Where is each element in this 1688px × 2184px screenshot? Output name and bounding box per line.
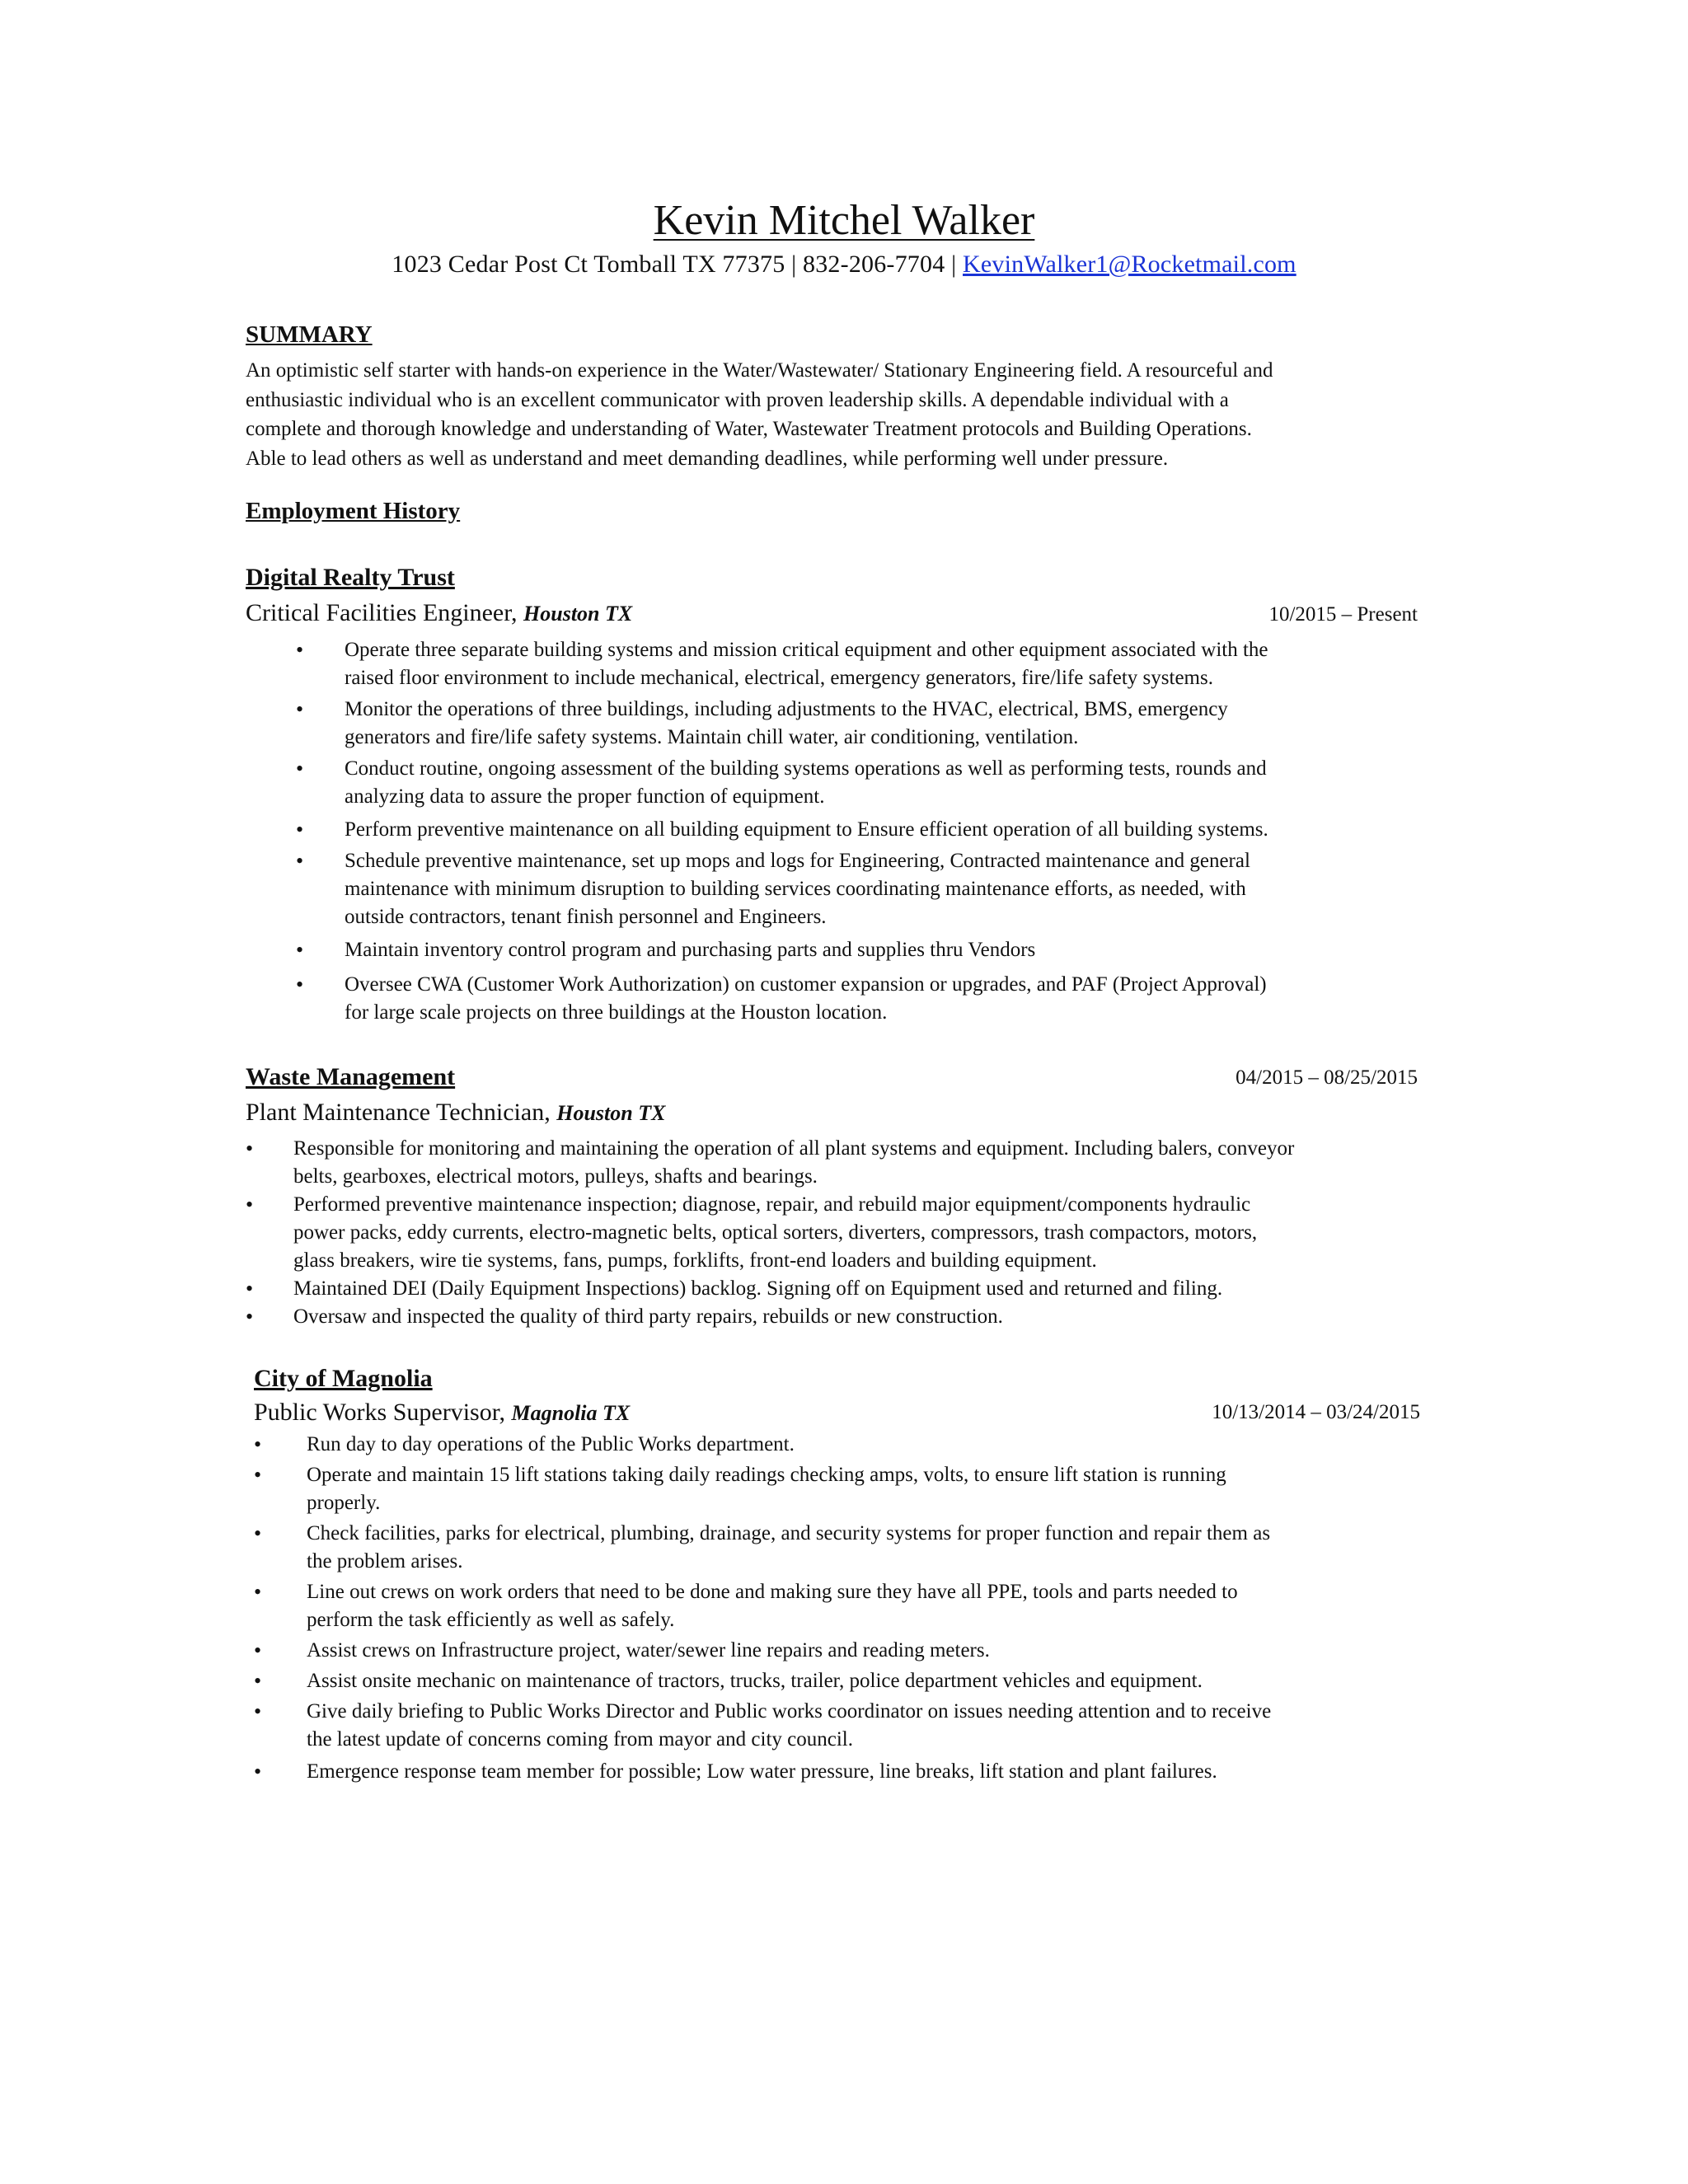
job-bullet-line: Schedule preventive maintenance, set up mops and logs for Engineering, Contracted maintenance and general — [345, 850, 1250, 872]
job-bullet-line: properly. — [307, 1492, 381, 1514]
job-bullet-line: generators and fire/life safety systems. Maintain chill water, air conditioning, ventilation. — [345, 726, 1079, 748]
job-bullet-list — [297, 636, 1268, 1027]
bullet-icon: • — [296, 938, 304, 962]
job-dates: 04/2015 – 08/25/2015 — [1236, 1066, 1418, 1089]
job-bullet-item — [254, 1578, 1271, 1634]
summary-line: Able to lead others as well as understand and meet demanding deadlines, while performing well under pressure. — [246, 447, 1169, 470]
job-title: Public Works Supervisor, — [254, 1399, 512, 1426]
employment-heading: Employment History — [246, 498, 461, 524]
company-name: Digital Realty Trust — [246, 564, 455, 591]
job-bullet-item — [254, 1758, 1271, 1786]
job-bullet-item — [297, 636, 1268, 692]
job-bullet-item — [246, 1275, 1294, 1303]
job-bullet-item — [254, 1698, 1271, 1754]
job-bullet-line: outside contractors, tenant finish personnel and Engineers. — [345, 906, 827, 928]
bullet-icon: • — [296, 818, 304, 841]
job-bullet-line: glass breakers, wire tie systems, fans, pumps, forklifts, front-end loaders and building equipment. — [293, 1249, 1097, 1272]
job-bullet-text — [297, 936, 1268, 964]
bullet-icon: • — [246, 1193, 254, 1216]
bullet-icon: • — [254, 1669, 262, 1693]
bullet-icon: • — [254, 1580, 262, 1604]
summary-line: An optimistic self starter with hands-on experience in the Water/Wastewater/ Stationary Engineering field. A resourceful and — [246, 359, 1273, 382]
job-bullet-line: Line out crews on work orders that need to be done and making sure they have all PPE, tools and parts needed to — [307, 1581, 1238, 1603]
job-bullet-line: maintenance with minimum disruption to building services coordinating maintenance efforts, as needed, with — [345, 878, 1246, 900]
job-bullet-item — [297, 936, 1268, 964]
job-bullet-line: Responsible for monitoring and maintaining the operation of all plant systems and equipment. Including balers, conveyor — [293, 1137, 1295, 1160]
job-bullet-text — [246, 1303, 1294, 1331]
job-dates: 10/13/2014 – 03/24/2015 — [1212, 1401, 1420, 1423]
bullet-icon: • — [254, 1699, 262, 1723]
bullet-icon: • — [254, 1521, 262, 1545]
job-bullet-item — [297, 696, 1268, 752]
bullet-icon: • — [246, 1277, 254, 1301]
bullet-icon: • — [296, 697, 304, 721]
job-bullet-line: Perform preventive maintenance on all building equipment to Ensure efficient operation of all building systems. — [345, 818, 1268, 841]
job-bullet-text — [297, 847, 1268, 931]
candidate-name: Kevin Mitchel Walker — [653, 197, 1035, 244]
company-name: Waste Management — [246, 1063, 456, 1090]
job-bullet-text — [297, 696, 1268, 752]
job-bullet-text — [246, 1135, 1294, 1191]
job-bullet-line: Operate and maintain 15 lift stations taking daily readings checking amps, volts, to ensure lift station is running — [307, 1464, 1226, 1486]
job-bullet-line: Give daily briefing to Public Works Director and Public works coordinator on issues needing attention and to receive — [307, 1700, 1272, 1722]
job-bullet-text — [246, 1191, 1294, 1275]
job-bullet-line: Assist onsite mechanic on maintenance of tractors, trucks, trailer, police department vehicles and equipment. — [307, 1670, 1203, 1692]
job-location: Magnolia TX — [511, 1401, 631, 1425]
bullet-icon: • — [246, 1305, 254, 1329]
bullet-icon: • — [296, 849, 304, 873]
job-bullet-line: Run day to day operations of the Public Works department. — [307, 1433, 795, 1455]
job-bullet-text — [246, 1275, 1294, 1303]
bullet-icon: • — [254, 1463, 262, 1487]
job-bullet-text — [297, 971, 1268, 1027]
job-bullet-line: analyzing data to assure the proper function of equipment. — [345, 785, 825, 808]
job-bullet-item — [246, 1135, 1294, 1191]
job-bullet-item — [246, 1303, 1294, 1331]
job-bullet-item — [246, 1191, 1294, 1275]
bullet-icon: • — [254, 1432, 262, 1456]
job-bullet-item — [254, 1461, 1271, 1517]
summary-text — [246, 356, 1432, 473]
job-role-line — [254, 1399, 630, 1427]
bullet-icon: • — [296, 972, 304, 996]
job-bullet-line: the latest update of concerns coming from mayor and city council. — [307, 1728, 853, 1750]
job-bullet-list — [246, 1135, 1294, 1331]
job-bullet-text — [297, 636, 1268, 692]
job-bullet-line: raised floor environment to include mechanical, electrical, emergency generators, fire/life safety systems. — [345, 667, 1213, 689]
contact-address-phone: 1023 Cedar Post Ct Tomball TX 77375 | 832-206-7704 | — [392, 251, 964, 278]
job-bullet-line: Operate three separate building systems and mission critical equipment and other equipment associated with the — [345, 639, 1268, 661]
job-bullet-line: belts, gearboxes, electrical motors, pulleys, shafts and bearings. — [293, 1165, 818, 1188]
job-bullet-text — [254, 1431, 1271, 1459]
job-bullet-item — [254, 1431, 1271, 1459]
job-role-line — [246, 599, 632, 627]
job-title: Critical Facilities Engineer, — [246, 599, 524, 626]
job-bullet-item — [254, 1667, 1271, 1695]
summary-heading: SUMMARY — [246, 321, 373, 348]
job-bullet-line: Check facilities, parks for electrical, plumbing, drainage, and security systems for proper function and repair them as — [307, 1522, 1271, 1544]
job-bullet-line: Oversaw and inspected the quality of third party repairs, rebuilds or new construction. — [293, 1305, 1003, 1328]
job-bullet-item — [297, 816, 1268, 844]
summary-line: enthusiastic individual who is an excellent communicator with proven leadership skills. A dependable individual with a — [246, 388, 1229, 411]
job-bullet-item — [297, 847, 1268, 931]
job-bullet-text — [254, 1637, 1271, 1665]
job-bullet-line: Emergence response team member for possible; Low water pressure, line breaks, lift station and plant failures. — [307, 1760, 1217, 1783]
job-dates: 10/2015 – Present — [1268, 603, 1418, 626]
job-bullet-text — [297, 755, 1268, 811]
job-bullet-item — [254, 1520, 1271, 1576]
job-bullet-line: power packs, eddy currents, electro-magnetic belts, optical sorters, diverters, compressors, trash compactors, motors, — [293, 1221, 1258, 1244]
job-bullet-line: Oversee CWA (Customer Work Authorization) on customer expansion or upgrades, and PAF (Project Approval) — [345, 973, 1267, 996]
contact-line — [0, 251, 1688, 279]
job-bullet-line: perform the task efficiently as well as safely. — [307, 1609, 675, 1631]
job-bullet-item — [297, 755, 1268, 811]
job-bullet-line: the problem arises. — [307, 1550, 463, 1572]
bullet-icon: • — [254, 1638, 262, 1662]
job-bullet-line: Assist crews on Infrastructure project, water/sewer line repairs and reading meters. — [307, 1639, 990, 1661]
job-bullet-text — [254, 1461, 1271, 1517]
job-location: Houston TX — [556, 1101, 666, 1125]
job-bullet-line: Monitor the operations of three buildings, including adjustments to the HVAC, electrical, BMS, emergency — [345, 698, 1228, 720]
job-bullet-text — [297, 816, 1268, 844]
job-title: Plant Maintenance Technician, — [246, 1099, 557, 1126]
job-bullet-text — [254, 1698, 1271, 1754]
bullet-icon: • — [296, 638, 304, 662]
job-bullet-text — [254, 1667, 1271, 1695]
job-bullet-item — [254, 1637, 1271, 1665]
job-bullet-line: for large scale projects on three buildings at the Houston location. — [345, 1001, 888, 1024]
job-bullet-list — [254, 1431, 1271, 1786]
job-bullet-text — [254, 1520, 1271, 1576]
job-bullet-line: Maintain inventory control program and purchasing parts and supplies thru Vendors — [345, 939, 1036, 961]
bullet-icon: • — [254, 1760, 262, 1783]
job-bullet-text — [254, 1578, 1271, 1634]
job-role-line — [246, 1099, 665, 1127]
job-bullet-text — [254, 1758, 1271, 1786]
job-bullet-line: Maintained DEI (Daily Equipment Inspections) backlog. Signing off on Equipment used and returned and filing. — [293, 1277, 1223, 1300]
summary-line: complete and thorough knowledge and understanding of Water, Wastewater Treatment protocols and Building Operations. — [246, 418, 1252, 440]
job-bullet-line: Performed preventive maintenance inspection; diagnose, repair, and rebuild major equipment/components hydraulic — [293, 1193, 1251, 1216]
job-location: Houston TX — [523, 602, 633, 626]
job-bullet-item — [297, 971, 1268, 1027]
job-bullet-line: Conduct routine, ongoing assessment of the building systems operations as well as performing tests, rounds and — [345, 757, 1267, 780]
bullet-icon: • — [246, 1137, 254, 1160]
email-link[interactable]: KevinWalker1@Rocketmail.com — [963, 251, 1296, 278]
bullet-icon: • — [296, 757, 304, 780]
company-name: City of Magnolia — [254, 1365, 433, 1392]
